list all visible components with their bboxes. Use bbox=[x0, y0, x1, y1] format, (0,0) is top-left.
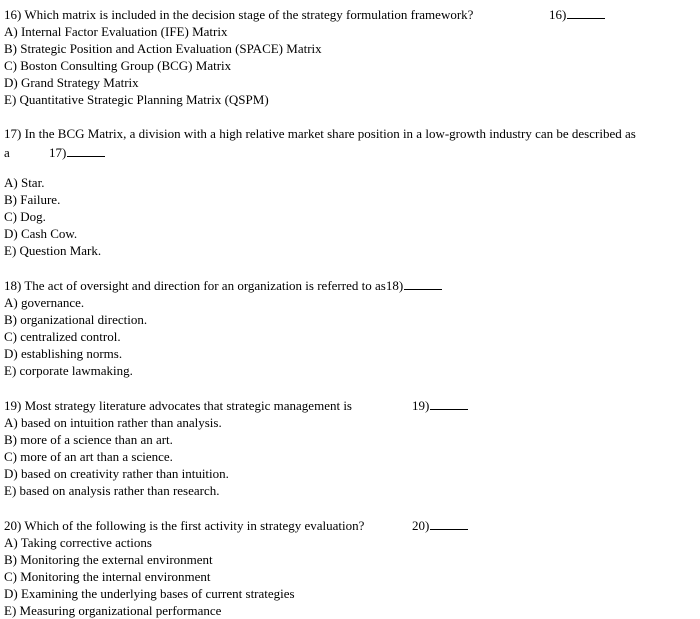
question-20-option-e: E) Measuring organizational performance bbox=[4, 603, 222, 618]
question-18-option-e: E) corporate lawmaking. bbox=[4, 363, 133, 378]
question-19-option-d: D) based on creativity rather than intuition. bbox=[4, 466, 229, 481]
question-18-option-c: C) centralized control. bbox=[4, 329, 121, 344]
question-17-option-b: B) Failure. bbox=[4, 192, 61, 207]
question-17-option-c: C) Dog. bbox=[4, 209, 46, 224]
answer-blank bbox=[430, 397, 468, 410]
question-19-number: 19) bbox=[412, 398, 430, 413]
question-16-option-a: A) Internal Factor Evaluation (IFE) Matrix bbox=[4, 24, 228, 39]
question-19-stem: 19) Most strategy literature advocates that strategic management is bbox=[4, 398, 352, 413]
question-17-answer-slot[interactable] bbox=[49, 144, 105, 161]
question-20-option-a: A) Taking corrective actions bbox=[4, 535, 152, 550]
question-17-option-e: E) Question Mark. bbox=[4, 243, 102, 258]
question-16-number: 16) bbox=[549, 7, 567, 22]
answer-blank bbox=[567, 6, 605, 19]
question-18-number: 18) bbox=[385, 278, 404, 293]
question-18-stem: 18) The act of oversight and direction for an organization is referred to as bbox=[4, 278, 386, 293]
question-19-option-a: A) based on intuition rather than analysis. bbox=[4, 415, 222, 430]
question-18-option-d: D) establishing norms. bbox=[4, 346, 123, 361]
question-19-option-c: C) more of an art than a science. bbox=[4, 449, 173, 464]
question-16-answer-slot[interactable] bbox=[549, 6, 605, 23]
question-17-option-d: D) Cash Cow. bbox=[4, 226, 78, 241]
question-16-option-e: E) Quantitative Strategic Planning Matrix (QSPM) bbox=[4, 92, 269, 107]
question-16-option-c: C) Boston Consulting Group (BCG) Matrix bbox=[4, 58, 232, 73]
question-20-option-b: B) Monitoring the external environment bbox=[4, 552, 213, 567]
question-20-number: 20) bbox=[412, 518, 430, 533]
question-19-option-e: E) based on analysis rather than research. bbox=[4, 483, 220, 498]
question-17-stem: 17) In the BCG Matrix, a division with a high relative market share position in a low-growth industry can be described as bbox=[4, 126, 636, 141]
question-20-option-c: C) Monitoring the internal environment bbox=[4, 569, 211, 584]
question-20-option-d: D) Examining the underlying bases of current strategies bbox=[4, 586, 295, 601]
question-18-option-a: A) governance. bbox=[4, 295, 85, 310]
question-16-option-b: B) Strategic Position and Action Evaluation (SPACE) Matrix bbox=[4, 41, 322, 56]
question-20-answer-slot[interactable] bbox=[412, 517, 468, 534]
question-16-stem: 16) Which matrix is included in the decision stage of the strategy formulation framework? bbox=[4, 7, 474, 22]
answer-blank bbox=[404, 277, 442, 290]
question-18-answer-slot[interactable] bbox=[386, 278, 442, 293]
question-19-answer-slot[interactable] bbox=[412, 397, 468, 414]
question-17-option-a: A) Star. bbox=[4, 175, 45, 190]
question-17-stem-continuation: a bbox=[4, 145, 10, 160]
question-18-option-b: B) organizational direction. bbox=[4, 312, 148, 327]
question-19-option-b: B) more of a science than an art. bbox=[4, 432, 173, 447]
question-17-number: 17) bbox=[49, 145, 67, 160]
answer-blank bbox=[67, 144, 105, 157]
answer-blank bbox=[430, 517, 468, 530]
question-18-row bbox=[4, 277, 442, 294]
question-16-option-d: D) Grand Strategy Matrix bbox=[4, 75, 139, 90]
question-20-stem: 20) Which of the following is the first activity in strategy evaluation? bbox=[4, 518, 365, 533]
